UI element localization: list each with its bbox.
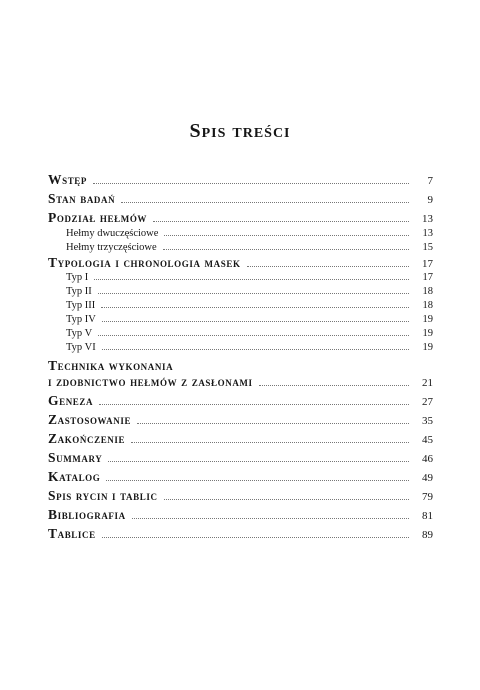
toc-entry-podzial-helmow[interactable] [48,210,433,226]
toc-page-number: 81 [422,510,433,522]
dot-leader [102,537,409,538]
toc-page-number: 19 [422,342,433,353]
toc-page-number: 46 [422,453,433,465]
dot-leader [247,266,409,267]
toc-page-number: 27 [422,396,433,408]
toc-page-number: 21 [422,377,433,389]
toc-page-number: 17 [422,272,433,283]
toc-page-number: 13 [422,228,433,239]
dot-leader [137,423,409,424]
dot-leader [94,279,409,280]
toc-entry-label: Spis rycin i tablic [48,488,158,503]
dot-leader [93,183,409,184]
toc-entry-label: Typ II [66,286,92,297]
toc-entry-wstep[interactable] [48,172,433,188]
toc-entry-label: Typ IV [66,314,96,325]
dot-leader [131,442,409,443]
dot-leader [153,221,409,222]
toc-entry-label: Typologia i chronologia masek [48,255,241,270]
toc-page-number: 19 [422,314,433,325]
toc-entry-label: Katalog [48,469,101,484]
toc-page-number: 18 [422,286,433,297]
toc-entry-zakonczenie[interactable] [48,431,433,447]
toc-page-number: 89 [422,529,433,541]
toc-subentry-typ-4[interactable] [48,314,433,325]
toc-entry-label: Wstęp [48,172,88,187]
toc-page-number: 49 [422,472,433,484]
toc-page-number: 9 [427,194,433,206]
toc-subentry-typ-3[interactable] [48,300,433,311]
table-of-contents [48,172,433,542]
dot-leader [259,385,409,386]
toc-page-number: 19 [422,328,433,339]
toc-entry-tablice[interactable] [48,526,433,542]
toc-entry-label: Typ I [66,272,89,283]
toc-entry-label: Stan badań [48,191,116,206]
toc-entry-label: Typ V [66,328,93,339]
toc-entry-label-line1: Technika wykonania [48,358,174,373]
toc-entry-label: Summary [48,450,103,465]
dot-leader [101,307,409,308]
toc-entry-technika-wykonania[interactable] [48,358,433,390]
toc-subentry-typ-6[interactable] [48,342,433,353]
toc-entry-summary[interactable] [48,450,433,466]
dot-leader [98,335,409,336]
toc-entry-label: Zakończenie [48,431,126,446]
toc-entry-katalog[interactable] [48,469,433,485]
toc-entry-label: Hełmy trzyczęściowe [66,242,157,253]
dot-leader [108,461,409,462]
toc-entry-zastosowanie[interactable] [48,412,433,428]
toc-page-number: 35 [422,415,433,427]
dot-leader [164,235,409,236]
dot-leader [106,480,409,481]
dot-leader [132,518,409,519]
dot-leader [163,249,409,250]
dot-leader [102,349,409,350]
toc-entry-typologia[interactable] [48,255,433,271]
toc-subentry-typ-5[interactable] [48,328,433,339]
toc-page-number: 17 [422,258,433,270]
toc-entry-label: Typ VI [66,342,96,353]
toc-page-number: 45 [422,434,433,446]
toc-entry-geneza[interactable] [48,393,433,409]
toc-subentry-helmy-trzyczesciowe[interactable] [48,242,433,253]
toc-entry-stan-badan[interactable] [48,191,433,207]
dot-leader [164,499,409,500]
toc-entry-label: Zastosowanie [48,412,132,427]
dot-leader [102,321,409,322]
toc-page-number: 79 [422,491,433,503]
toc-entry-label: Geneza [48,393,94,408]
toc-page-number: 18 [422,300,433,311]
toc-entry-label: Podział hełmów [48,210,148,225]
dot-leader [121,202,409,203]
toc-subentry-typ-1[interactable] [48,272,433,283]
toc-page-number: 13 [422,213,433,225]
toc-entry-bibliografia[interactable] [48,507,433,523]
dot-leader [99,404,409,405]
toc-entry-label: Hełmy dwuczęściowe [66,228,159,239]
page-title: Spis treści [189,120,291,142]
toc-page-number: 15 [422,242,433,253]
toc-subentry-typ-2[interactable] [48,286,433,297]
toc-entry-label-line2: i zdobnictwo hełmów z zasłonami [48,374,253,389]
toc-page-number: 7 [427,175,433,187]
toc-entry-label: Tablice [48,526,96,541]
toc-entry-spis-rycin[interactable] [48,488,433,504]
dot-leader [98,293,409,294]
toc-entry-label: Bibliografia [48,507,126,522]
toc-entry-label: Typ III [66,300,96,311]
toc-subentry-helmy-dwuczesciowe[interactable] [48,228,433,239]
